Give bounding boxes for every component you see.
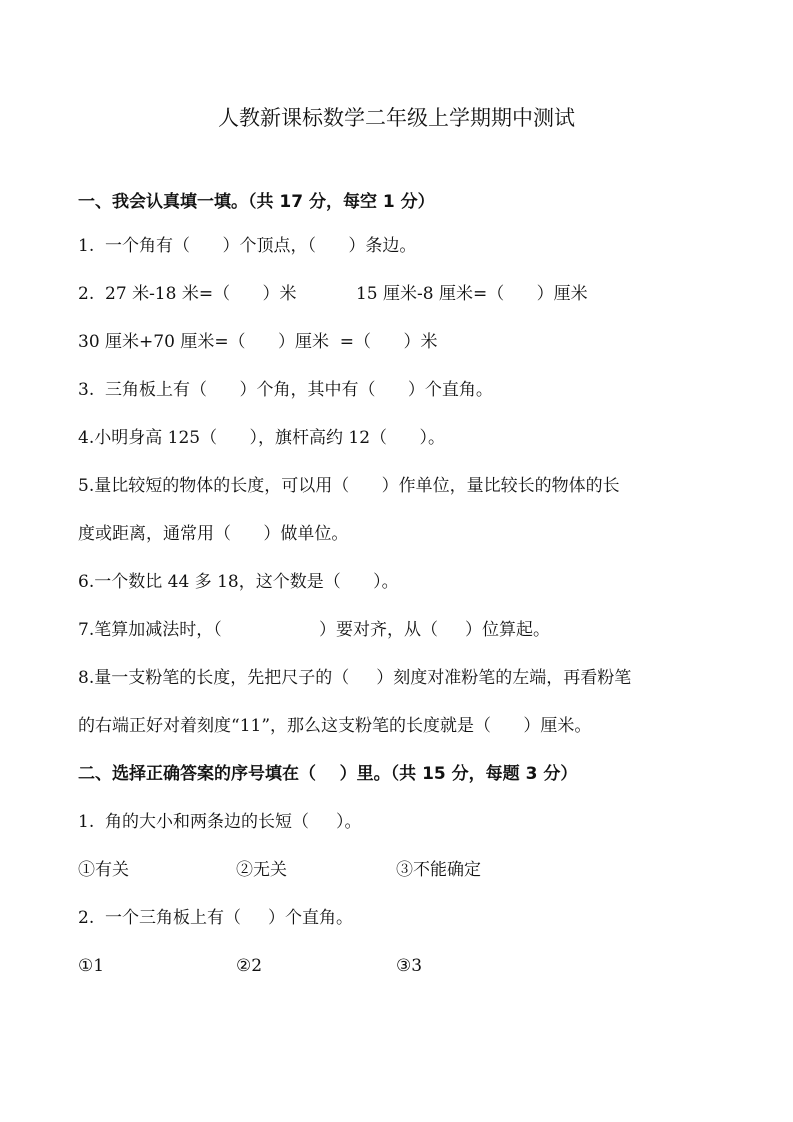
option-2: ②无关 (236, 860, 287, 880)
question-line: 5.量比较短的物体的长度，可以用（ ）作单位，量比较长的物体的长 (78, 476, 620, 496)
question-line: 7.笔算加减法时，（ ）要对齐，从（ ）位算起。 (78, 620, 551, 640)
option-3: ③不能确定 (396, 860, 481, 880)
option-1: ①有关 (78, 860, 129, 880)
question-line: 3. 三角板上有（ ）个角，其中有（ ）个直角。 (78, 380, 493, 400)
section-1-heading: 一、我会认真填一填。（共 17 分，每空 1 分） (78, 192, 435, 212)
option-3: ③3 (396, 956, 423, 976)
option-1: ①1 (78, 956, 105, 976)
question-line: 的右端正好对着刻度“11”，那么这支粉笔的长度就是（ ）厘米。 (78, 716, 592, 736)
page-title: 人教新课标数学二年级上学期期中测试 (218, 106, 575, 130)
choice-question: 2. 一个三角板上有（ ）个直角。 (78, 908, 354, 928)
question-line: 4.小明身高 125（ ），旗杆高约 12（ ）。 (78, 428, 445, 448)
question-line: 30 厘米+70 厘米=（ ）厘米 =（ ）米 (78, 332, 438, 352)
question-line: 度或距离，通常用（ ）做单位。 (78, 524, 349, 544)
question-line: 6.一个数比 44 多 18，这个数是（ ）。 (78, 572, 399, 592)
choice-question: 1. 角的大小和两条边的长短（ ）。 (78, 812, 362, 832)
question-line: 1. 一个角有（ ）个顶点，（ ）条边。 (78, 236, 417, 256)
option-2: ②2 (236, 956, 263, 976)
question-line: 8.量一支粉笔的长度，先把尺子的（ ）刻度对准粉笔的左端，再看粉笔 (78, 668, 632, 688)
question-line: 2. 27 米-18 米=（ ）米 15 厘米-8 厘米=（ ）厘米 (78, 284, 588, 304)
section-2-heading: 二、选择正确答案的序号填在（ ）里。（共 15 分，每题 3 分） (78, 764, 578, 784)
